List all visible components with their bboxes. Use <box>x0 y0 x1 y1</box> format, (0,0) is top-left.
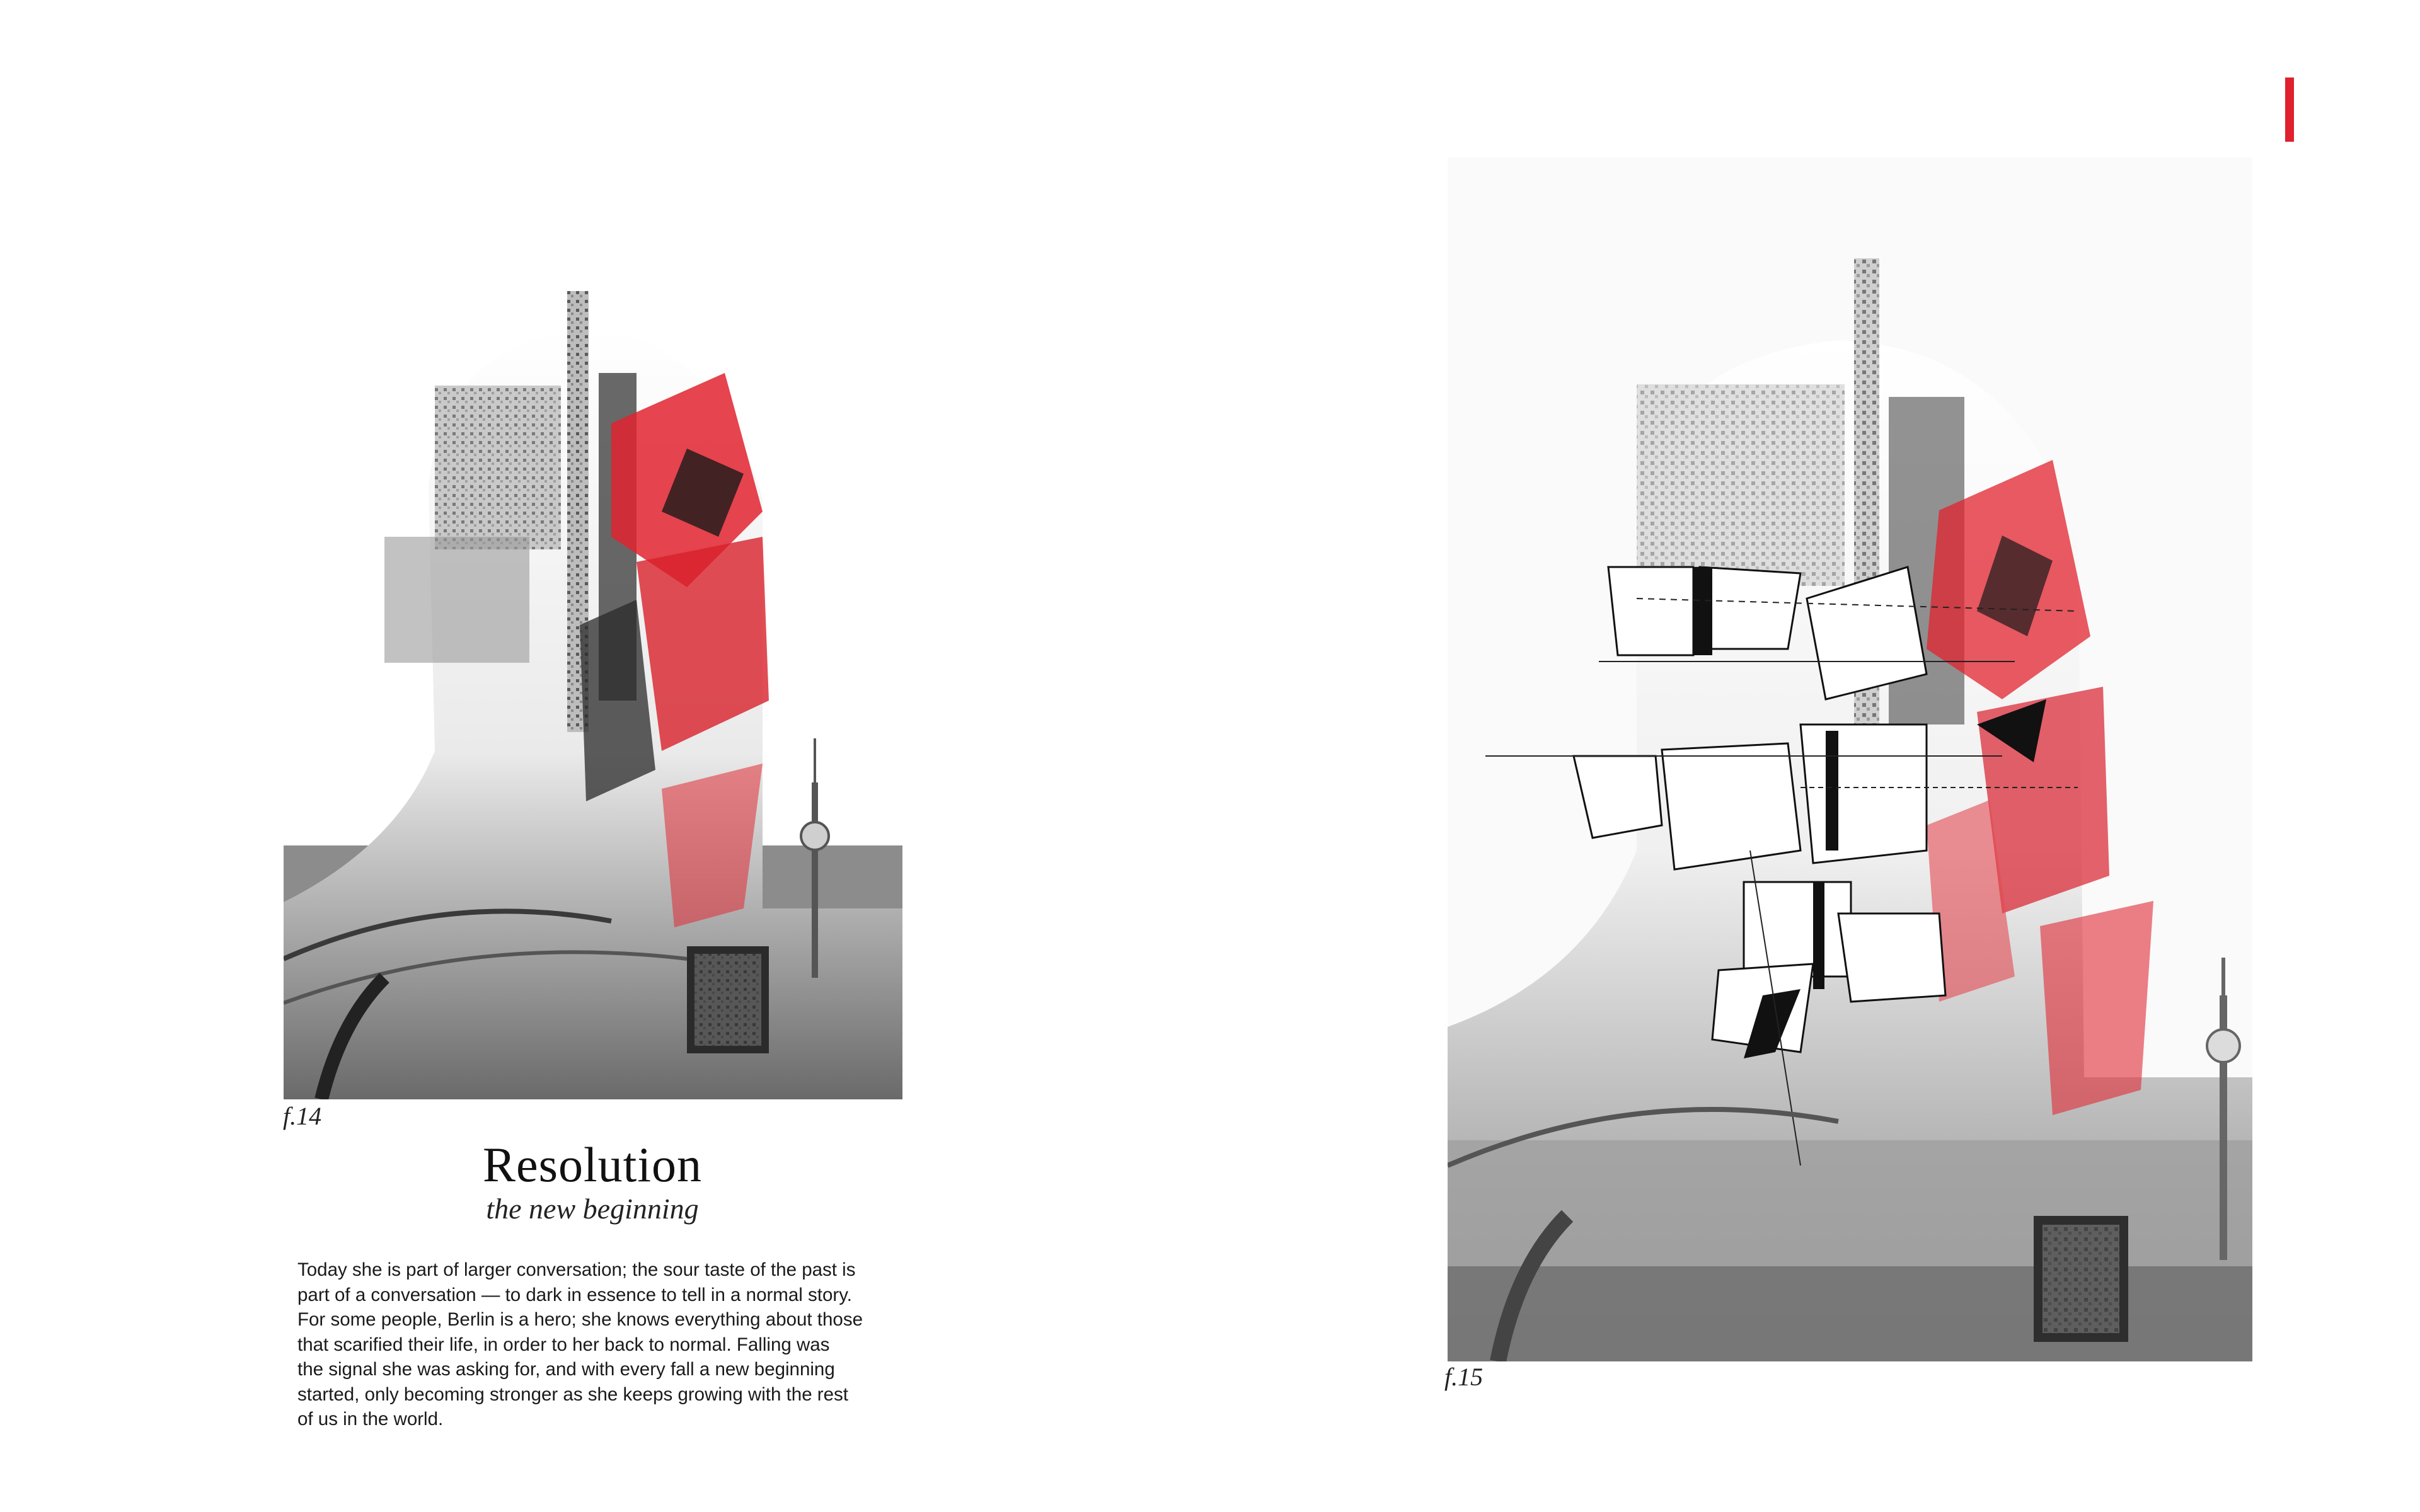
collage-f14-art <box>284 184 902 1099</box>
body-line: started, only becoming stronger as she keeps growing with the rest <box>297 1383 848 1405</box>
body-line: Today she is part of larger conversation; the sour taste of the past is <box>297 1259 856 1280</box>
page-accent-bar <box>2285 77 2294 142</box>
page-title: Resolution <box>482 1137 702 1192</box>
body-line: part of a conversation — to dark in essence to tell in a normal story. <box>297 1284 852 1305</box>
page-subtitle: the new beginning <box>486 1192 699 1225</box>
body-line: that scarified their life, in order to her back to normal. Falling was <box>297 1334 830 1355</box>
figure-caption-f15: f.15 <box>1444 1363 1484 1391</box>
body-line: of us in the world. <box>297 1409 444 1429</box>
section-heading <box>403 1139 781 1225</box>
figure-caption-f14: f.14 <box>283 1102 322 1130</box>
collage-image-f15 <box>1448 158 2252 1361</box>
collage-image-f14 <box>284 184 902 1099</box>
body-line: For some people, Berlin is a hero; she knows everything about those <box>297 1309 863 1330</box>
body-paragraph <box>297 1257 915 1432</box>
body-line: the signal she was asking for, and with every fall a new beginning <box>297 1359 835 1380</box>
collage-f15-art <box>1448 158 2252 1361</box>
